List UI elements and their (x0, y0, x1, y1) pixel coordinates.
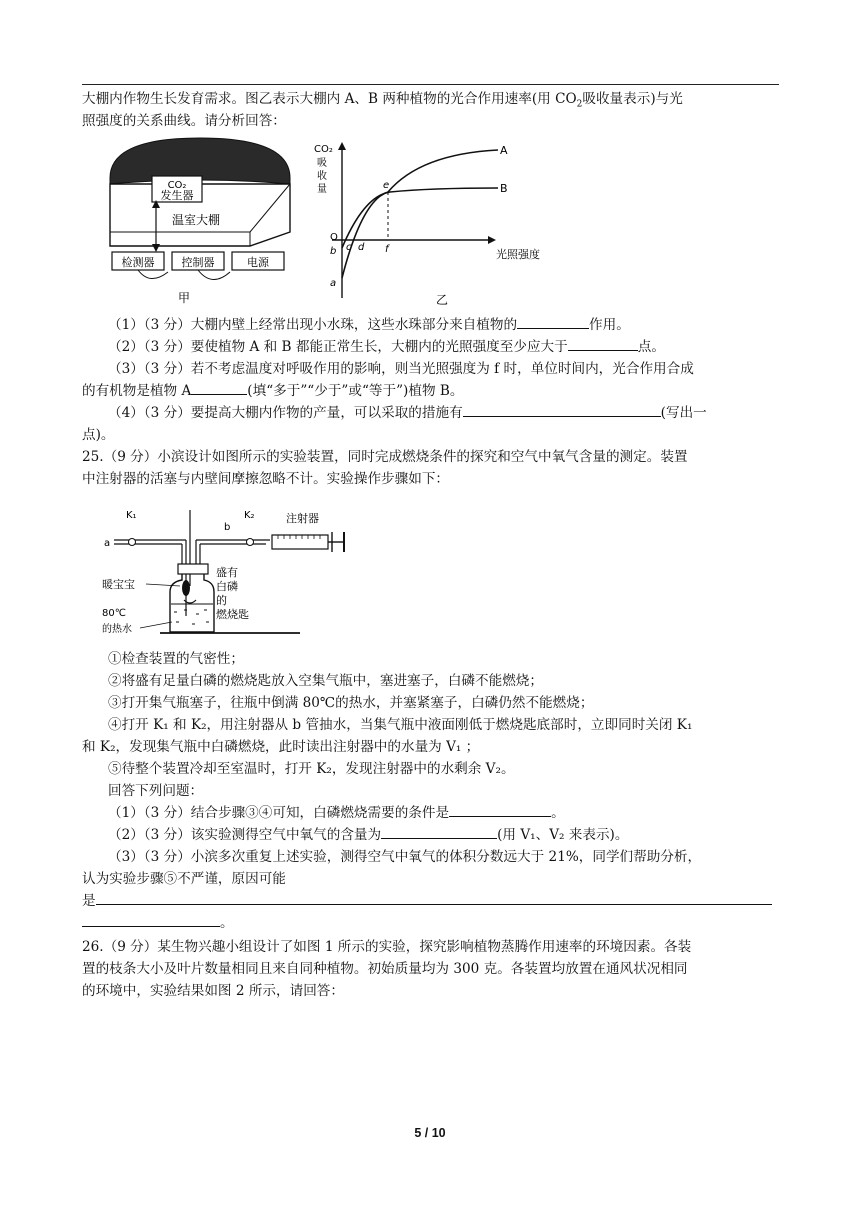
combustion-apparatus-figure (100, 506, 360, 642)
label-curve-b: B (500, 182, 508, 195)
generator-label: 发生器 (160, 189, 194, 202)
q24-part-4-line-1: （4）（3 分）要提高大棚内作物的产量，可以采取的措施有 (写出一 (82, 402, 779, 424)
point-b: b (330, 246, 337, 257)
hot-water-label: 的热水 (102, 624, 132, 635)
q25-step-5: ⑤待整个装置冷却至室温时，打开 K₂，发现注射器中的水剩余 V₂。 (108, 761, 515, 777)
page-number: 5 / 10 (414, 1126, 446, 1140)
label-curve-a: A (500, 144, 508, 157)
warmer-label: 暖宝宝 (102, 578, 135, 591)
stopper (178, 564, 208, 574)
point-a: a (330, 278, 337, 289)
syringe-label: 注射器 (286, 512, 319, 525)
label-b: b (224, 522, 231, 533)
curve-b (342, 188, 498, 248)
detector-label: 检测器 (121, 256, 155, 269)
label-k2: K₂ (244, 510, 255, 521)
q25-part-3-line-3: 是 (82, 890, 779, 912)
answer-blank[interactable] (517, 314, 589, 329)
point-o: O (330, 232, 338, 243)
q26-line-2: 置的枝条大小及叶片数量相同且来自同种植物。初始质量均为 300 克。各装置均放置在通风状况相同 (82, 961, 688, 977)
q24-part-3-line-2: 的有机物是植物 A (填“多于”“少于”或“等于”)植物 B。 (82, 380, 779, 402)
co2-label: CO₂ (167, 180, 187, 191)
q25-step-2: ②将盛有足量白磷的燃烧匙放入空集气瓶中，塞进塞子，白磷不能燃烧； (108, 673, 543, 689)
spoon-label-4: 燃烧匙 (216, 608, 249, 621)
q25-step-1: ①检查装置的气密性； (108, 651, 244, 667)
point-e: e (383, 180, 390, 191)
answer-blank[interactable] (568, 336, 638, 351)
y-label-3: 量 (317, 184, 327, 195)
q25-step-3: ③打开集气瓶塞子，往瓶中倒满 80℃的热水，并塞紧塞子，白磷仍然不能燃烧； (108, 695, 594, 711)
point-c: c (346, 242, 352, 253)
greenhouse-figure (100, 136, 300, 306)
point-f: f (385, 244, 389, 255)
y-label-1: 吸 (317, 158, 327, 169)
q25-step-4-line-1: ④打开 K₁ 和 K₂，用注射器从 b 管抽水，当集气瓶中液面刚低于燃烧匙底部时，立即同时关闭 K₁ (108, 717, 693, 733)
power-label: 电源 (247, 256, 269, 269)
q26-line-3: 的环境中，实验结果如图 2 所示，请回答： (82, 983, 344, 999)
answer-blank[interactable] (82, 912, 220, 927)
answer-blank[interactable] (449, 802, 551, 817)
label-k1: K₁ (126, 510, 137, 521)
photosynthesis-graph (300, 140, 590, 308)
q25-part-3-line-2: 认为实验步骤⑤不严谨，原因可能 (82, 871, 286, 887)
header-rule (82, 84, 779, 85)
q25-part-3-line-1: （3）（3 分）小滨多次重复上述实验，测得空气中氧气的体积分数远大于 21%，同学们帮助分析， (108, 849, 702, 865)
answer-blank[interactable] (191, 380, 247, 395)
y-label-2: 收 (317, 171, 327, 182)
q25-step-4-line-2: 和 K₂，发现集气瓶中白磷燃烧，此时读出注射器中的水量为 V₁ ； (82, 739, 480, 755)
y-label-co2: CO₂ (314, 144, 333, 155)
spoon-label-2: 白磷 (216, 580, 238, 593)
point-d: d (358, 242, 365, 253)
hand-warmer (182, 580, 190, 596)
answer-blank[interactable] (381, 824, 497, 839)
q26-line-1: 26.（9 分）某生物兴趣小组设计了如图 1 所示的实验，探究影响植物蒸腾作用速率的环境因素。各装 (82, 939, 692, 955)
curve-a (342, 150, 498, 278)
q25-intro-line-1: 25.（9 分）小滨设计如图所示的实验装置，同时完成燃烧条件的探究和空气中氧气含量的测定。装置 (82, 449, 688, 465)
q25-intro-line-2: 中注射器的活塞与内壁间摩擦忽略不计。实验操作步骤如下： (82, 471, 450, 487)
greenhouse-label: 温室大棚 (171, 213, 221, 227)
q25-part-1: （1）（3 分）结合步骤③④可知，白磷燃烧需要的条件是 。 (82, 802, 779, 824)
valve-k2 (247, 539, 254, 546)
q24-part-3-line-1: （3）（3 分）若不考虑温度对呼吸作用的影响，则当光照强度为 f 时，单位时间内，光合作用合成 (108, 361, 694, 377)
answer-blank[interactable] (463, 402, 661, 417)
q25-part-2: （2）（3 分）该实验测得空气中氧气的含量为 (用 V₁、V₂ 来表示)。 (82, 824, 779, 846)
q24-part-4-line-2: 点)。 (82, 427, 115, 443)
intro-line-1: 大棚内作物生长发育需求。图乙表示大棚内 A、B 两种植物的光合作用速率(用 $CO_2$吸收量表示)与光 (82, 91, 683, 110)
controller-label: 控制器 (181, 256, 215, 269)
q25-part-3-line-4: 。 (82, 912, 779, 934)
x-label: 光照强度 (496, 248, 540, 261)
valve-k1 (129, 539, 136, 546)
answer-blank[interactable] (96, 890, 772, 905)
spoon-label-3: 的 (216, 594, 227, 607)
caption-jia: 甲 (177, 291, 191, 305)
q24-part-1: （1）（3 分）大棚内壁上经常出现小水珠，这些水珠部分来自植物的 作用。 (82, 314, 779, 336)
intro-line-2: 照强度的关系曲线。请分析回答： (82, 113, 286, 129)
label-a: a (104, 538, 111, 549)
water-temp-label: 80℃ (102, 608, 126, 619)
q25-answer-intro: 回答下列问题： (108, 783, 204, 799)
caption-yi: 乙 (436, 293, 449, 307)
q24-part-2: （2）（3 分）要使植物 A 和 B 都能正常生长，大棚内的光照强度至少应大于 点。 (82, 336, 779, 358)
spoon-label-1: 盛有 (216, 566, 238, 579)
